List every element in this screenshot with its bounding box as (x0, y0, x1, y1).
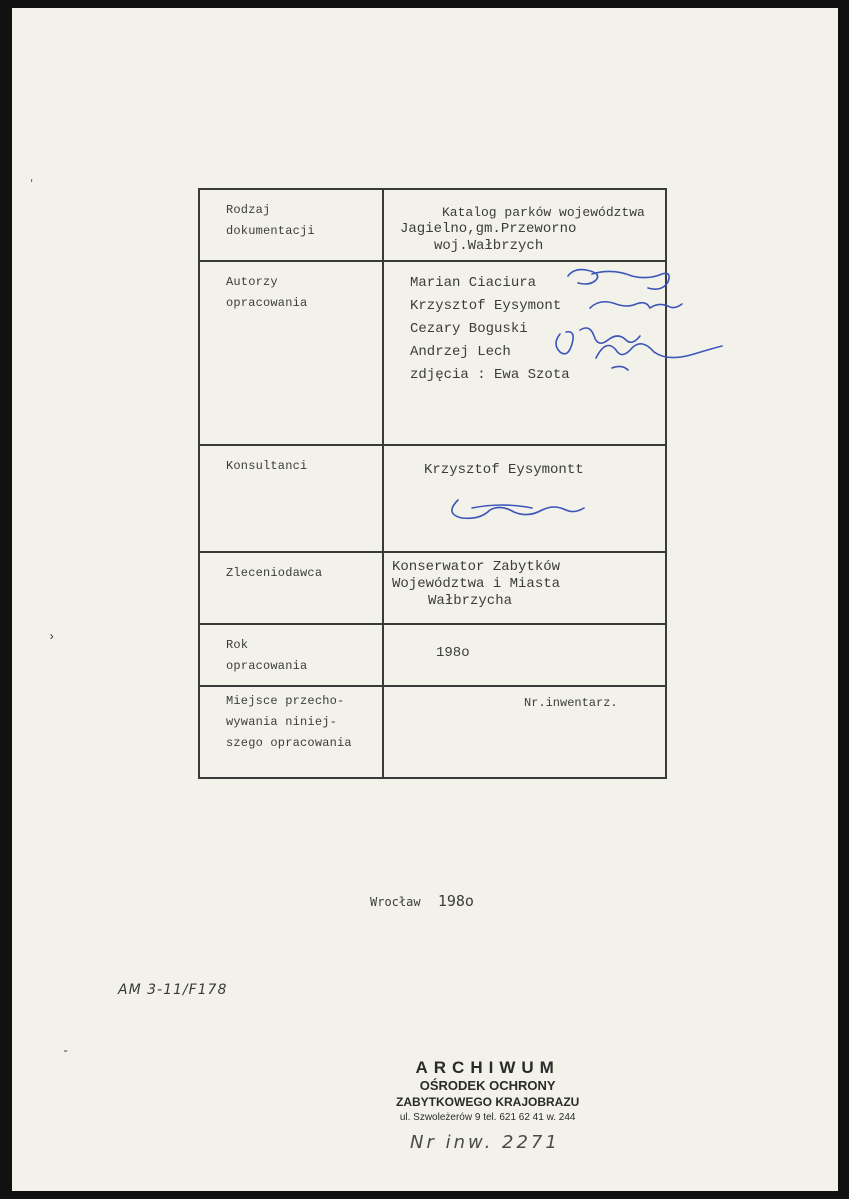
row-year (199, 624, 666, 686)
row-consultants (199, 445, 666, 552)
archive-stamp (396, 1058, 579, 1126)
photos-credit: zdjęcia : Ewa Szota (410, 367, 570, 383)
stamp-title: ARCHIWUM (415, 1058, 560, 1077)
label-authors: Autorzy opracowania (199, 261, 383, 445)
row-authors (199, 261, 666, 445)
author-2: Krzysztof Eysymont (410, 298, 562, 314)
footer-place: Wrocław (370, 895, 421, 909)
label-consultants: Konsultanci (199, 445, 383, 552)
stamp-line-2: OŚRODEK OCHRONY (419, 1078, 556, 1093)
value-document-type: Katalog parków województwa Jagielno,gm.Przeworno woj.Wałbrzych (383, 189, 666, 261)
margin-mark-2: › (48, 630, 56, 644)
label-storage-location: Miejsce przecho- wywania niniej- szego opracowania (199, 686, 383, 778)
metadata-table (198, 188, 667, 779)
row-document-type (199, 189, 666, 261)
value-authors (383, 261, 666, 445)
row-commissioner (199, 552, 666, 624)
footer-year: 198o (437, 892, 474, 910)
row-storage-location (199, 686, 666, 778)
value-consultants: Krzysztof Eysymontt (383, 445, 666, 552)
handwritten-inventory-note: Nr inw. 2271 (410, 1132, 560, 1153)
label-document-type: Rodzaj dokumentacji (199, 189, 383, 261)
footer-place-date (370, 892, 474, 910)
author-4: Andrzej Lech (410, 344, 511, 360)
handwritten-archive-note: AM 3-11/F178 (118, 982, 228, 998)
label-year: Rok opracowania (199, 624, 383, 686)
author-3: Cezary Boguski (410, 321, 528, 337)
value-commissioner: Konserwator Zabytków Województwa i Miasta Wałbrzycha (383, 552, 666, 624)
stamp-line-3: ZABYTKOWEGO KRAJOBRAZU (396, 1095, 580, 1109)
margin-mark-3: ‐ (62, 1044, 70, 1058)
margin-mark-1: ʼ (28, 178, 36, 192)
value-year: 198o (383, 624, 666, 686)
label-commissioner: Zleceniodawca (199, 552, 383, 624)
stamp-line-4: ul. Szwoleżerów 9 tel. 621 62 41 w. 244 (399, 1112, 576, 1123)
author-1: Marian Ciaciura (410, 275, 537, 291)
value-inventory: Nr.inwentarz. (383, 686, 666, 778)
document-page (12, 8, 838, 1191)
